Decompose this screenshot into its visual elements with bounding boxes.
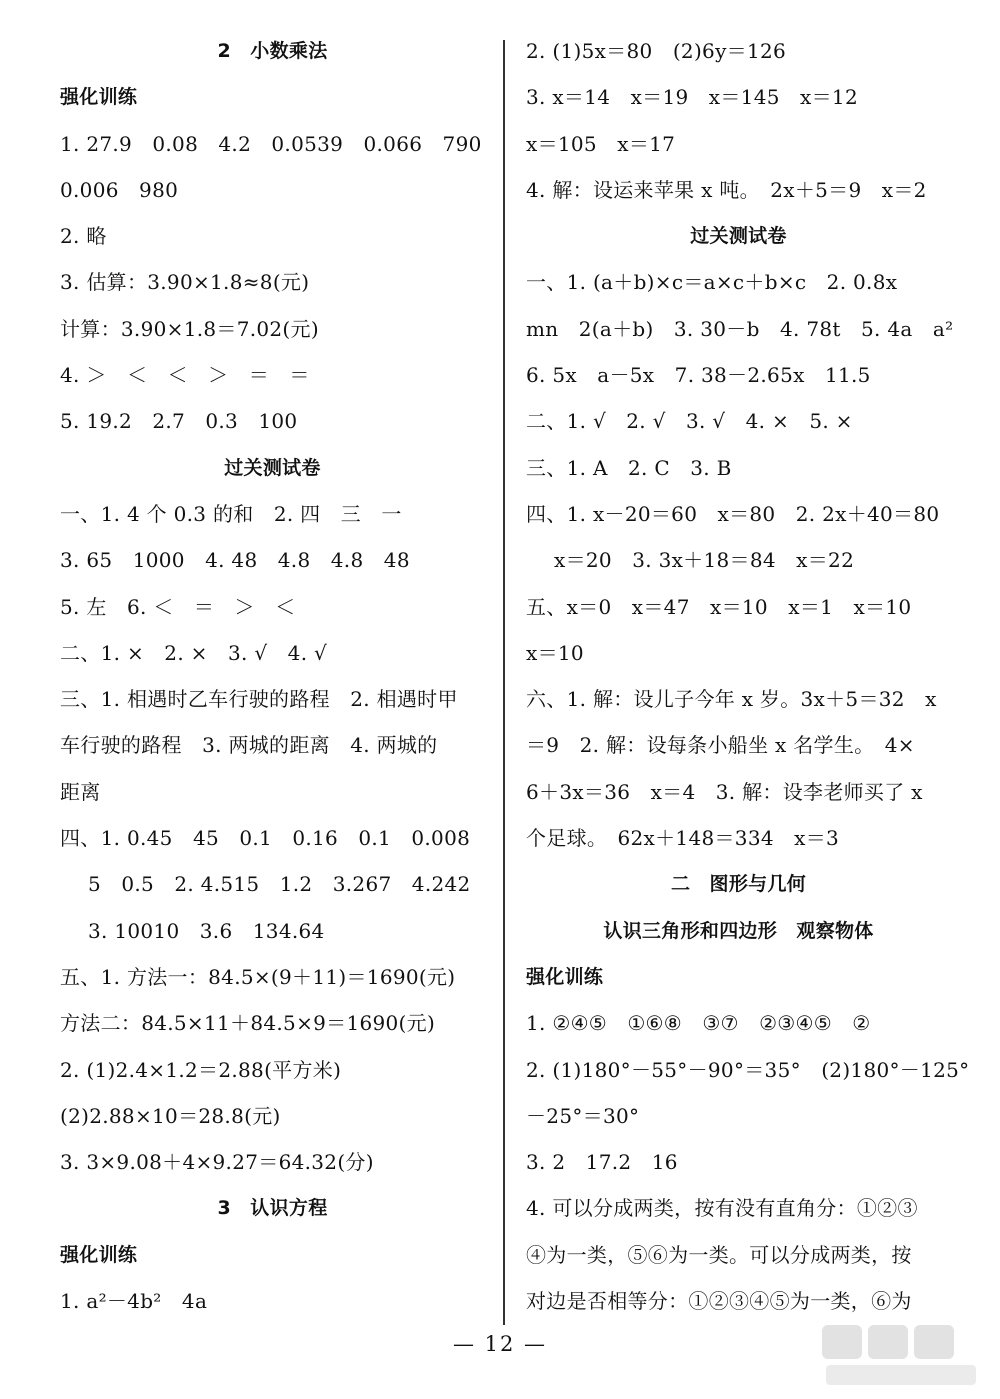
left-line: 1. a²－4b² 4a [60,1289,208,1314]
left-line: 0.006 980 [60,177,179,202]
left-line: 2. (1)2.4×1.2＝2.88(平方米) [60,1057,342,1082]
column-divider [503,40,505,1325]
left-line: 1. 27.9 0.08 4.2 0.0539 0.066 790 [60,131,482,156]
right-line: 2. (1)5x＝80 (2)6y＝126 [526,39,787,63]
left-line: 二、1. × 2. × 3. √ 4. √ [60,640,328,665]
right-line: 3. x＝14 x＝19 x＝145 x＝12 [526,85,858,110]
left-line: 3. 10010 3.6 134.64 [88,918,325,943]
right-line: 个足球。 62x＋148＝334 x＝3 [526,826,840,851]
left-line: 5. 左 6. ＜ ＝ ＞ ＜ [60,594,296,619]
left-line: 强化训练 [60,86,138,109]
right-column [526,28,970,1324]
right-line: ＝9 2. 解：设每条小船坐 x 名学生。 4× [526,733,915,758]
right-line: 6. 5x a－5x 7. 38－2.65x 11.5 [526,363,871,388]
left-line: 5. 19.2 2.7 0.3 100 [60,409,298,434]
left-line: 一、1. 4 个 0.3 的和 2. 四 三 一 [60,501,402,526]
left-line: 方法二：84.5×11＋84.5×9＝1690(元) [60,1011,436,1036]
right-line: 4. 可以分成两类，按有没有直角分：①②③ [526,1196,918,1221]
left-line: 3. 3×9.08＋4×9.27＝64.32(分) [60,1150,374,1175]
left-line: 过关测试卷 [224,456,321,479]
right-line: 一、1. (a＋b)×c＝a×c＋b×c 2. 0.8x [526,270,898,295]
right-line: －25°＝30° [526,1103,640,1128]
left-line: 4. ＞ ＜ ＜ ＞ ＝ ＝ [60,363,310,388]
right-line: 对边是否相等分：①②③④⑤为一类，⑥为 [526,1289,912,1314]
right-line: 六、1. 解：设儿子今年 x 岁。3x＋5＝32 x [526,687,937,712]
right-line: 认识三角形和四边形 观察物体 [603,919,874,942]
left-line: 车行驶的路程 3. 两城的距离 4. 两城的 [60,733,438,758]
left-line: 3. 估算：3.90×1.8≈8(元) [60,270,310,295]
right-line: x＝105 x＝17 [526,131,676,156]
right-line: 6＋3x＝36 x＝4 3. 解：设李老师买了 x [526,779,923,804]
left-line: 5 0.5 2. 4.515 1.2 3.267 4.242 [88,872,471,897]
left-line: 3 认识方程 [217,1197,328,1220]
right-line: ④为一类，⑤⑥为一类。可以分成两类，按 [526,1242,912,1267]
right-line: 过关测试卷 [690,225,787,248]
right-line: 五、x＝0 x＝47 x＝10 x＝1 x＝10 [526,594,912,619]
right-line: 3. 2 17.2 16 [526,1150,678,1175]
left-line: 计算：3.90×1.8＝7.02(元) [60,316,319,341]
right-line: 强化训练 [526,965,604,988]
left-line: 2. 略 [60,224,107,249]
right-line: x＝10 [526,640,584,665]
left-line: 三、1. 相遇时乙车行驶的路程 2. 相遇时甲 [60,687,458,712]
watermark-logo [818,1321,988,1391]
right-line: 1. ②④⑤ ①⑥⑧ ③⑦ ②③④⑤ ② [526,1011,871,1036]
left-line: 四、1. 0.45 45 0.1 0.16 0.1 0.008 [60,826,471,851]
left-line: 强化训练 [60,1243,138,1266]
right-line: 二 图形与几何 [670,873,807,896]
left-line: (2)2.88×10＝28.8(元) [60,1103,281,1128]
left-line: 2 小数乘法 [217,40,328,62]
right-line: 四、1. x－20＝60 x＝80 2. 2x＋40＝80 [526,501,940,526]
right-line: 4. 解：设运来苹果 x 吨。 2x＋5＝9 x＝2 [526,177,927,202]
left-line: 五、1. 方法一：84.5×(9＋11)＝1690(元) [60,964,456,989]
left-line: 距离 [60,779,101,804]
right-line: mn 2(a＋b) 3. 30－b 4. 78t 5. 4a a² [526,316,954,341]
right-line: x＝20 3. 3x＋18＝84 x＝22 [554,548,855,573]
page-number: — 12 — [452,1332,548,1356]
right-line: 2. (1)180°－55°－90°＝35° (2)180°－125° [526,1057,970,1082]
left-line: 3. 65 1000 4. 48 4.8 4.8 48 [60,548,410,573]
right-line: 三、1. A 2. C 3. B [526,455,732,480]
right-line: 二、1. √ 2. √ 3. √ 4. × 5. × [526,409,853,434]
left-column [60,28,485,1324]
